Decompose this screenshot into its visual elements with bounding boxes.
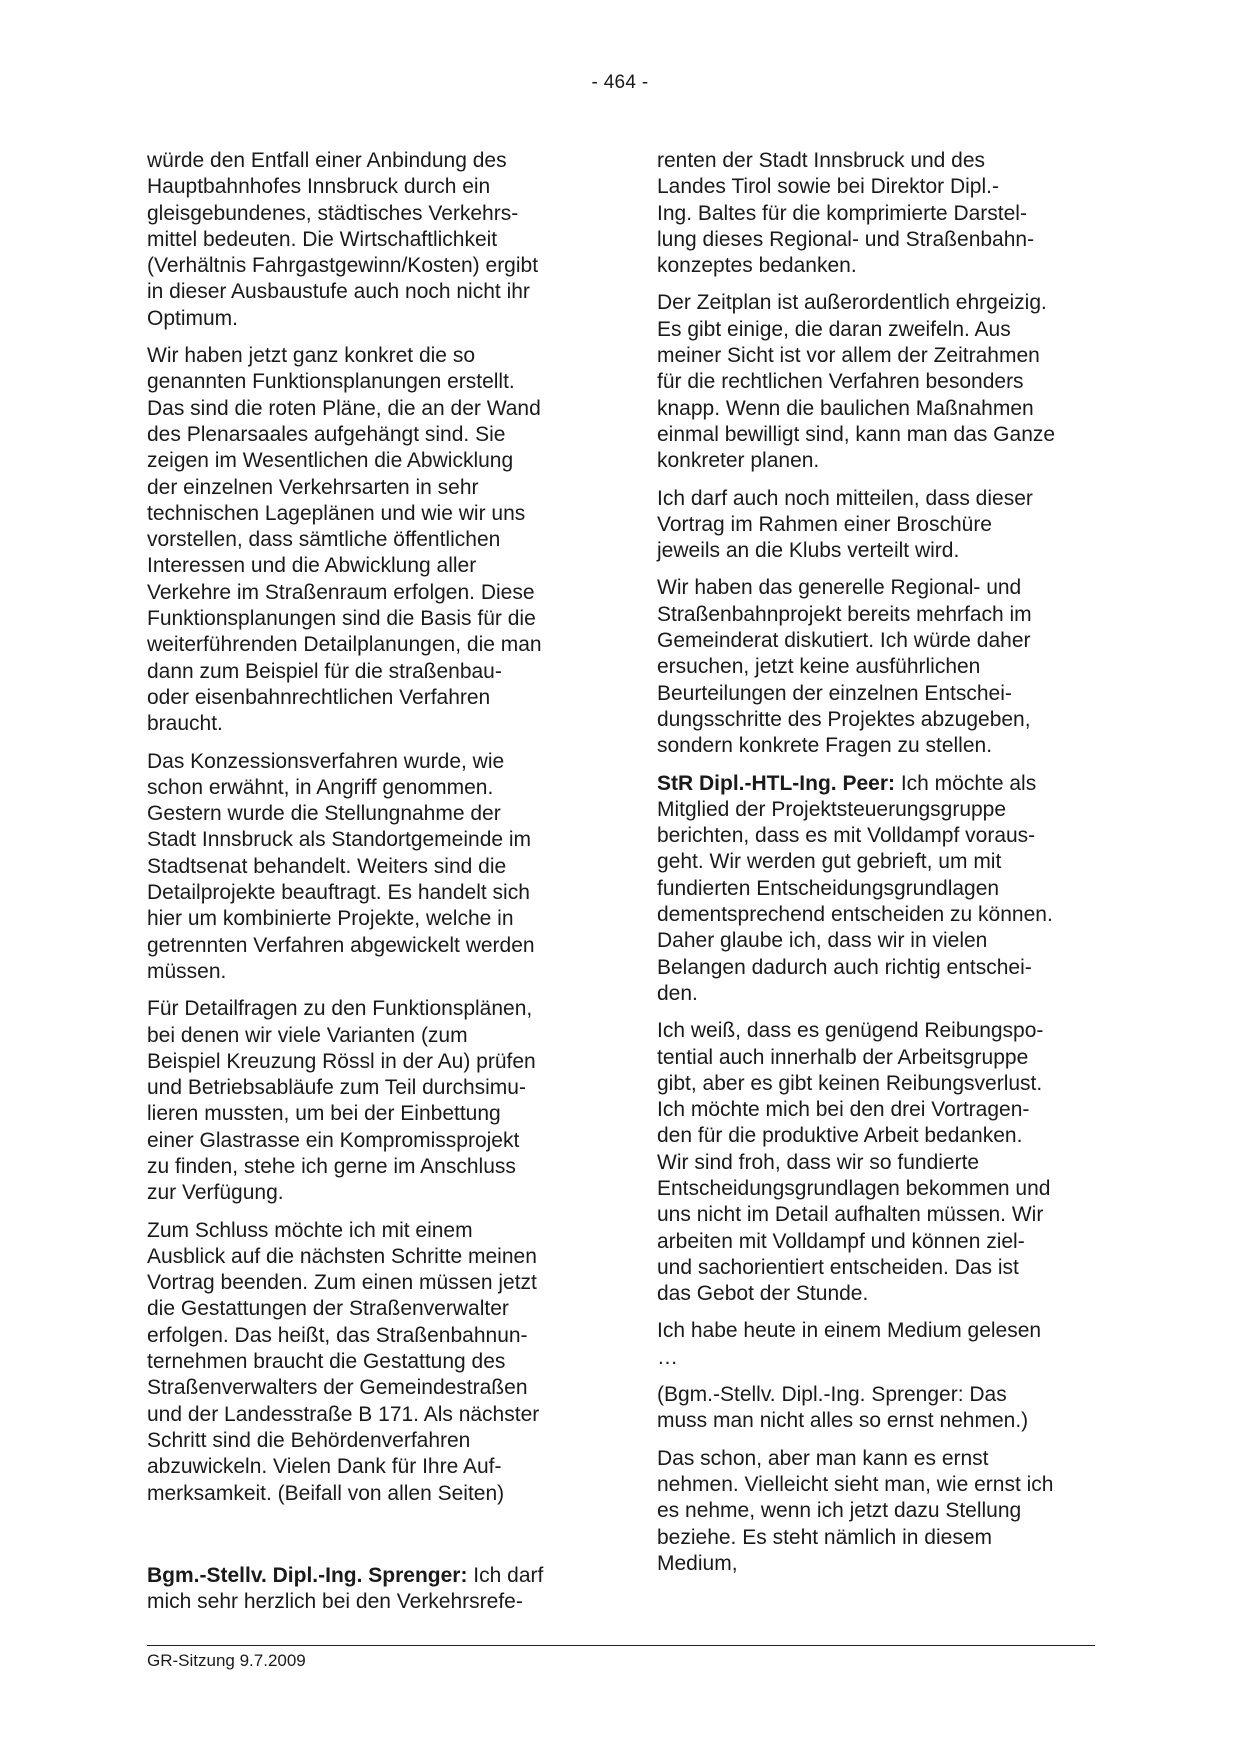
- paragraph: Das schon, aber man kann es ernst nehmen. Vielleicht sieht man, wie ernst ich es nehme, wenn ich jetzt dazu Stellung beziehe. Es steht nämlich in diesem Medium,: [657, 1446, 1054, 1575]
- paragraph: Ich weiß, dass es genügend Reibungspo- tential auch innerhalb der Arbeitsgruppe gibt, aber es gibt keinen Reibungsverlust. Ich möchte mich bei den drei Vortragen- den für die produktive Arbeit bedanken. Wir sind froh, dass wir so fundierte Entscheidungsgrundlagen bekommen und uns nicht im Detail aufhalten müssen. Wir arbeiten mit Volldampf und können ziel- und sachorientiert entscheiden. Das ist das Gebot der Stunde.: [657, 1019, 1051, 1306]
- speaker-paragraph: [147, 1563, 585, 1616]
- speaker-paragraph: [657, 771, 1095, 1008]
- paragraph: renten der Stadt Innsbruck und des Landes Tirol sowie bei Direktor Dipl.- Ing. Baltes für die komprimierte Darstel- lung dieses Regional- und Straßenbahn- konzeptes bedanken.: [657, 149, 1035, 278]
- paragraph: Ich habe heute in einem Medium gelesen …: [657, 1319, 1042, 1369]
- speaker-text: Ich darf mich sehr herzlich bei den Verkehrsrefe-: [147, 1563, 544, 1614]
- paragraph: Wir haben das generelle Regional- und Straßenbahnprojekt bereits mehrfach im Gemeinderat diskutiert. Ich würde daher ersuchen, jetzt keine ausführlichen Beurteilungen der einzelnen Entschei- dungsschritte des Projektes abzugeben, sondern konkrete Fragen zu stellen.: [657, 576, 1032, 758]
- speaker-name: StR Dipl.-HTL-Ing. Peer:: [657, 771, 895, 795]
- paragraph: Der Zeitplan ist außerordentlich ehrgeizig. Es gibt einige, die daran zweifeln. Aus meiner Sicht ist vor allem der Zeitrahmen für die rechtlichen Verfahren besonders knapp. Wenn die baulichen Maßnahmen einmal bewilligt sind, kann man das Ganze konkreter planen.: [657, 291, 1056, 473]
- footer-text: GR-Sitzung 9.7.2009: [147, 1651, 306, 1670]
- speaker-name: Bgm.-Stellv. Dipl.-Ing. Sprenger:: [147, 1563, 468, 1587]
- paragraph: würde den Entfall einer Anbindung des Hauptbahnhofes Innsbruck durch ein gleisgebundenes, städtisches Verkehrs- mittel bedeuten. Die Wirtschaftlichkeit (Verhältnis Fahrgastgewinn/Kosten) ergibt in dieser Ausbaustufe auch noch nicht ihr Optimum.: [147, 149, 539, 330]
- interjection: (Bgm.-Stellv. Dipl.-Ing. Sprenger: Das muss man nicht alles so ernst nehmen.): [657, 1383, 1029, 1433]
- paragraph: Das Konzessionsverfahren wurde, wie schon erwähnt, in Angriff genommen. Gestern wurde die Stellungnahme der Stadt Innsbruck als Standortgemeinde im Stadtsenat behandelt. Weiters sind die Detailprojekte beauftragt. Es handelt sich hier um kombinierte Projekte, welche in getrennten Verfahren abgewickelt werden müssen.: [147, 749, 535, 983]
- footer-divider: [147, 1645, 1095, 1646]
- paragraph: Ich darf auch noch mitteilen, dass dieser Vortrag im Rahmen einer Broschüre jeweils an die Klubs verteilt wird.: [657, 486, 1033, 563]
- paragraph: Zum Schluss möchte ich mit einem Ausblick auf die nächsten Schritte meinen Vortrag beenden. Zum einen müssen jetzt die Gestattungen der Straßenverwalter erfolgen. Das heißt, das Straßenbahnun- ternehmen braucht die Gestattung des Straßenverwalters der Gemeindestraßen und der Landesstraße B 171. Als nächster Schritt sind die Behördenverfahren abzuwickeln. Vielen Dank für Ihre Auf- merksamkeit. (Beifall von allen Seiten): [147, 1218, 540, 1505]
- page-number: - 464 -: [591, 72, 649, 93]
- paragraph: Für Detailfragen zu den Funktionsplänen, bei denen wir viele Varianten (zum Beispiel Kreuzung Rössl in der Au) prüfen und Betriebsabläufe zum Teil durchsimu- lieren mussten, um bei der Einbettung einer Glastrasse ein Kompromissprojekt zu finden, stehe ich gerne im Anschluss zur Verfügung.: [147, 997, 536, 1205]
- left-column: [147, 148, 585, 1626]
- right-column: [657, 148, 1095, 1588]
- paragraph: Wir haben jetzt ganz konkret die so genannten Funktionsplanungen erstellt. Das sind die roten Pläne, die an der Wand des Plenarsaales aufgehängt sind. Sie zeigen im Wesentlichen die Abwicklung der einzelnen Verkehrsarten in sehr technischen Lageplänen und wie wir uns vorstellen, dass sämtliche öffentlichen Interessen und die Abwicklung aller Verkehre im Straßenraum erfolgen. Diese Funktionsplanungen sind die Basis für die weiterführenden Detailplanungen, die man dann zum Beispiel für die straßenbau- oder eisenbahnrechtlichen Verfahren braucht.: [147, 344, 542, 736]
- speaker-text: Ich möchte als Mitglied der Projektsteuerungsgruppe berichten, dass es mit Volldampf voraus- geht. Wir werden gut gebrieft, um mit fundierten Entscheidungsgrundlagen dementsprechend entscheiden zu können. Daher glaube ich, dass wir in vielen Belangen dadurch auch richtig entschei- den.: [657, 771, 1053, 1005]
